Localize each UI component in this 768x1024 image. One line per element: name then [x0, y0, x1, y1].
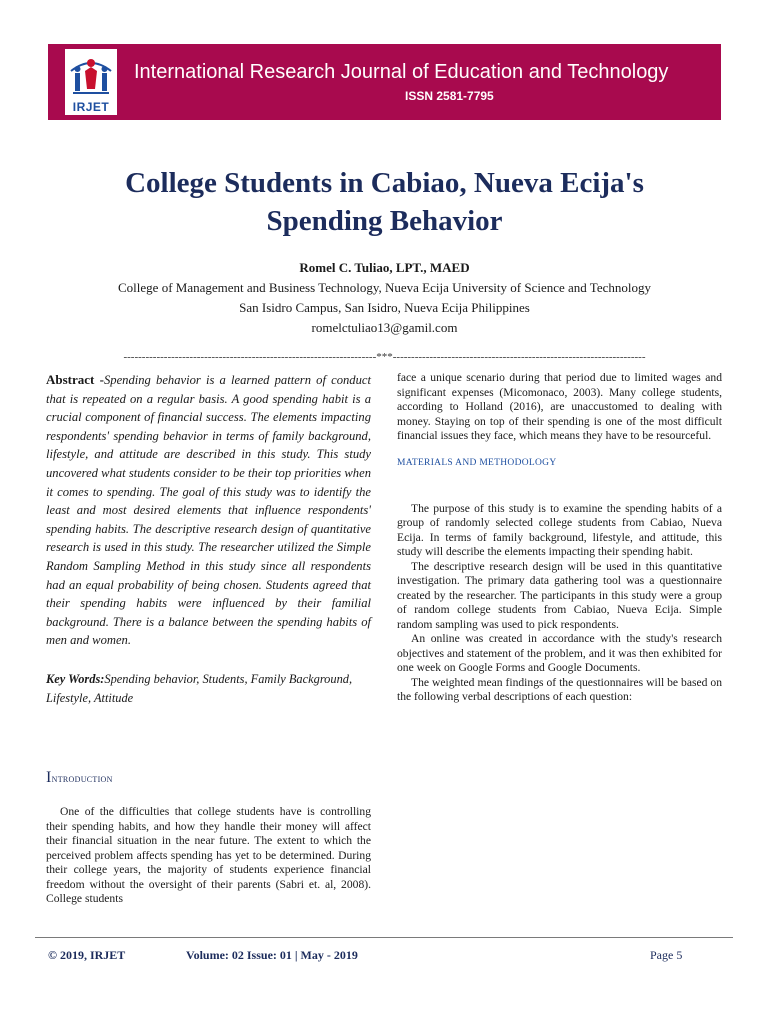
keywords	[46, 670, 371, 707]
methods-heading: MATERIALS AND METHODOLOGY	[397, 457, 557, 468]
introduction-continuation: face a unique scenario during that period due to limited wages and significant expenses (Micomonaco, 2003). Many college students, according to Holland (2016), are unaccustomed to dealing with money. Staying on top of their spending is one of the most difficult financial issues they face, which means they have to be resourceful.	[397, 371, 722, 442]
paper-title-line-2: Spending Behavior	[266, 205, 503, 237]
methods-paragraph-2: The descriptive research design will be used in this quantitative investigation. The primary data gathering tool was a questionnaire created by the researcher. The participants in this study were a group of random college students from Cabiao, Nueva Ecija. Simple random sampling was used to pick respondents.	[397, 559, 722, 631]
journal-logo	[65, 49, 117, 115]
keywords-heading: Key Words:	[46, 671, 105, 686]
issn: ISSN 2581-7795	[405, 89, 494, 103]
section-divider: ---------------------------------------------------------------------***---------------------------------------------------------------------	[123, 351, 646, 363]
paper-title-line-1: College Students in Cabiao, Nueva Ecija's	[125, 167, 644, 199]
affiliation-line-2: San Isidro Campus, San Isidro, Nueva Ecija Philippines	[239, 300, 530, 315]
introduction-heading-initial: I	[46, 769, 52, 787]
footer-rule	[35, 937, 733, 938]
introduction-heading-rest: ntroduction	[51, 771, 113, 786]
introduction-heading	[46, 769, 371, 787]
journal-banner	[48, 44, 721, 120]
paper-title	[48, 164, 721, 240]
journal-title: International Research Journal of Education and Technology	[134, 61, 669, 83]
logo-text: IRJET	[72, 100, 110, 114]
right-column	[397, 371, 722, 705]
affiliation-line-1: College of Management and Business Technology, Nueva Ecija University of Science and Technology	[118, 280, 651, 295]
footer-volume: Volume: 02 Issue: 01 | May - 2019	[186, 948, 358, 962]
logo-figure-icon	[65, 49, 117, 101]
introduction-text: One of the difficulties that college students have is controlling their spending habits, and how they handle their money will affect their financial situation in the near future. The extent to which the perceived problem affects spending has yet to be determined. During their college years, the majority of students experience financial freedom without the oversight of their parents (Sabri et. al, 2008). College students	[46, 805, 371, 906]
abstract-text: Spending behavior is a learned pattern of conduct that is repeated on a regular basis. A good spending habit is a crucial component of financial success. The elements impacting respondents' spending behavior in terms of family background, lifestyle, and attitude are described in this study. This study uncovered what students consider to be their top priorities when it comes to spending. The goal of this study was to identify the least and most desired elements that influence respondents' spending habits. The descriptive research design of quantitative research is used in this study. The researcher utilized the Simple Random Sampling Method in this study since all respondents had an equal probability of being chosen. Students agreed that their spending habits were influenced by their familial background. There is a balance between the spending habits of men and women.	[46, 373, 371, 648]
left-column	[46, 371, 371, 907]
author-email: romelctuliao13@gamil.com	[311, 320, 458, 335]
keywords-text: Spending behavior, Students, Family Background, Lifestyle, Attitude	[46, 671, 353, 705]
methods-paragraph-4: The weighted mean findings of the questionnaires will be based on the following verbal descriptions of each question:	[397, 675, 722, 703]
methods-paragraph-3: An online was created in accordance with the study's research objectives and statement of the problem, and it was then exhibited for one week on Google Forms and Google Documents.	[397, 632, 722, 674]
methods-paragraph-1: The purpose of this study is to examine the spending habits of a group of randomly selected college students from Cabiao, Nueva Ecija. In terms of family background, lifestyle, and attitude, this study will describe the elements impacting their spending habit.	[397, 501, 722, 558]
footer-copyright: © 2019, IRJET	[48, 948, 126, 962]
abstract-heading: Abstract -	[46, 372, 104, 387]
abstract	[46, 371, 371, 650]
author-name: Romel C. Tuliao, LPT., MAED	[299, 260, 470, 275]
author-block	[48, 258, 721, 338]
footer-page-number: Page 5	[650, 948, 683, 962]
